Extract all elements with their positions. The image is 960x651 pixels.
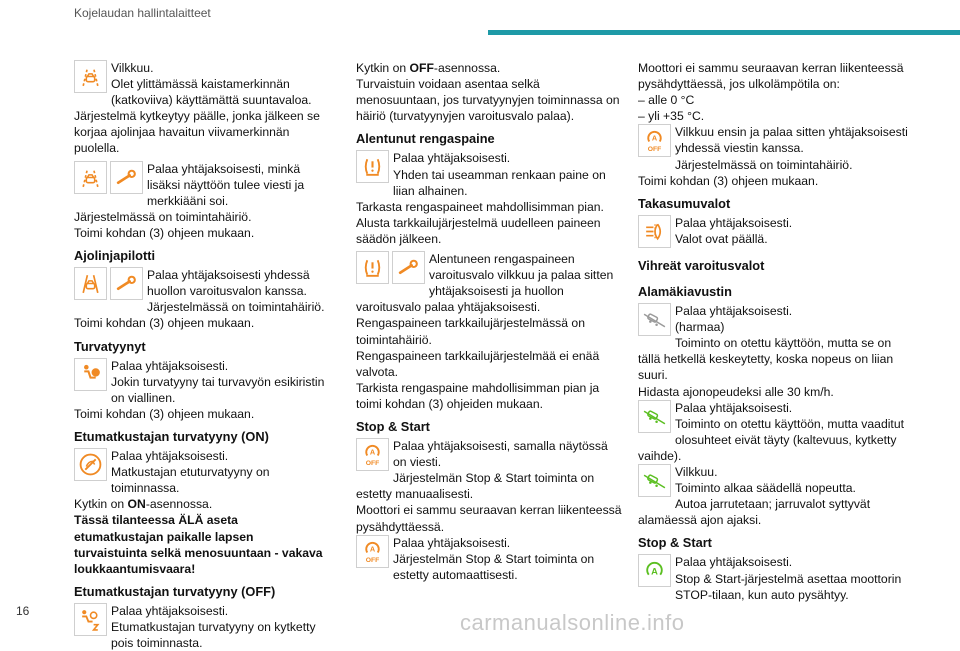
- ss-green-l1: Palaa yhtäjaksoisesti.: [675, 555, 793, 570]
- hill-ready-block: [638, 400, 908, 464]
- turva-heading: Turvatyynyt: [74, 338, 146, 354]
- child-seat-crossed-icon: [74, 448, 107, 481]
- lane-car-icon: [74, 267, 107, 300]
- hill-block: [638, 303, 908, 400]
- svg-text:OFF: OFF: [365, 556, 380, 564]
- svg-text:A: A: [651, 567, 658, 578]
- hill-l4: Hidasta ajonopeudeksi alle 30 km/h.: [638, 384, 834, 399]
- ss-green-l2: Stop & Start-järjestelmä asettaa moottorin STOP-tilaan, kun auto pysähtyy.: [675, 571, 902, 602]
- ajolinja-block: [74, 267, 329, 331]
- lane-fault-l1: Palaa yhtäjaksoisesti, minkä lisäksi näyttöön tulee viesti ja merkkiääni soi.: [147, 161, 305, 208]
- taka-l2: Valot ovat päällä.: [675, 231, 768, 246]
- section-title: Kojelaudan hallintalaitteet: [74, 6, 211, 20]
- ss-fault-l1: Vilkkuu ensin ja palaa sitten yhtäjaksoisesti yhdessä viestin kanssa.: [675, 125, 908, 156]
- hill-ready-l1: Palaa yhtäjaksoisesti.: [675, 400, 793, 415]
- hill-blink-l3: Autoa jarrutetaan; jarruvalot syttyvät alamäessä ajon ajaksi.: [638, 497, 871, 528]
- passenger-airbag-off-icon: [74, 603, 107, 636]
- svg-text:A: A: [369, 447, 376, 457]
- airbag-on-l2: Matkustajan etuturvatyyny on toiminnassa.: [111, 465, 270, 496]
- ss-l3: Moottori ei sammu seuraavan kerran liikenteessä pysähdyttäessä.: [356, 503, 622, 534]
- lane-l3: Järjestelmä kytkeytyy päälle, jonka jälkeen se korjaa ajolinjaa havaitun viivamerkinnän puolella.: [74, 109, 320, 156]
- airbag-on-l1: Palaa yhtäjaksoisesti.: [111, 449, 229, 464]
- lane-fault-block: [74, 161, 329, 241]
- rengas-fault-l2: Rengaspaineen tarkkailujärjestelmässä on toimintahäiriö.: [356, 316, 585, 347]
- page-number: 16: [16, 604, 30, 618]
- turva-l1: Palaa yhtäjaksoisesti.: [111, 358, 229, 373]
- stop-start-auto-block: [356, 535, 622, 583]
- airbag-on-heading: Etumatkustajan turvatyyny (ON): [74, 428, 269, 444]
- ajolinja-l3: Toimi kohdan (3) ohjeen mukaan.: [74, 316, 255, 331]
- rengas-l3: Tarkasta rengaspaineet mahdollisimman pian.: [356, 199, 604, 214]
- turva-l2: Jokin turvatyyny tai turvavyön esikiristin on viallinen.: [111, 374, 325, 405]
- hill-ready-l2: Toiminto on otettu käyttöön, mutta vaaditut olosuhteet eivät täyty (kaltevuus, kytketty vaihde).: [638, 416, 904, 463]
- rengas-l4: Alusta tarkkailujärjestelmä uudelleen paineen säädön jälkeen.: [356, 215, 601, 246]
- column-3: [638, 60, 908, 603]
- c3-intro-l1: Moottori ei sammu seuraavan kerran liikenteessä pysähdyttäessä, jos ulkolämpötila on:: [638, 61, 904, 92]
- wrench-icon: [392, 251, 425, 284]
- rengas-block: [356, 150, 622, 247]
- rear-fog-light-icon: [638, 215, 671, 248]
- lane-departure-icon: [74, 161, 107, 194]
- ss-green-block: [638, 554, 908, 602]
- rengas-l2: Yhden tai useamman renkaan paine on liian alhainen.: [393, 167, 606, 198]
- wrench-icon: [110, 267, 143, 300]
- lane-fault-l2: Järjestelmässä on toimintahäiriö.: [74, 209, 252, 224]
- svg-text:OFF: OFF: [365, 459, 380, 467]
- rengas-fault-l3: Rengaspaineen tarkkailujärjestelmää ei enää valvota.: [356, 348, 600, 379]
- taka-l1: Palaa yhtäjaksoisesti.: [675, 215, 793, 230]
- hill-blink-block: [638, 464, 908, 528]
- airbag-on-block: [74, 448, 329, 577]
- rengas-fault-l4: Tarkista rengaspaine mahdollisimman pian ja toimi kohdan (3) ohjeiden mukaan.: [356, 380, 600, 411]
- ss-l1: Palaa yhtäjaksoisesti, samalla näytössä on viesti.: [393, 439, 608, 470]
- column-1: [74, 60, 329, 651]
- hill-blink-l1: Vilkkuu.: [675, 464, 718, 479]
- airbag-on-warning: Tässä tilanteessa ÄLÄ aseta etumatkustajan paikalle lapsen turvaistuinta selkä menosuuntaan - vakava loukkaantumisvaara!: [74, 513, 323, 576]
- ss-auto-l2: Järjestelmän Stop & Start toiminta on estetty automaattisesti.: [393, 551, 595, 582]
- hill-heading: Alamäkiavustin: [638, 283, 732, 299]
- intro-l1: Kytkin on OFF-asennossa.: [356, 61, 501, 75]
- rengas-fault-l1: Alentuneen rengaspaineen varoitusvalo vilkkuu ja palaa sitten yhtäjaksoisesti ja huollon varoitusvalo palaa yhtäjaksoisesti.: [356, 252, 614, 315]
- ss-green-heading: Stop & Start: [638, 535, 712, 551]
- ajolinja-l1: Palaa yhtäjaksoisesti yhdessä huollon varoitusvalon kanssa.: [147, 268, 310, 299]
- ss-l2: Järjestelmän Stop & Start toiminta on estetty manuaalisesti.: [356, 471, 595, 502]
- lane-l1: Vilkkuu.: [111, 61, 154, 75]
- rengas-fault-block: [356, 251, 622, 412]
- lane-warning-block: [74, 60, 329, 157]
- ss-fault-l3: Toimi kohdan (3) ohjeen mukaan.: [638, 173, 819, 188]
- hill-l2: (harmaa): [675, 320, 725, 335]
- stop-start-off-icon: [638, 124, 671, 157]
- column-2: [356, 60, 622, 583]
- watermark: carmanualsonline.info: [460, 610, 685, 635]
- c3-intro-l3: – yli +35 °C.: [638, 109, 705, 124]
- green-lights-heading: Vihreät varoitusvalot: [638, 257, 765, 273]
- turva-l3: Toimi kohdan (3) ohjeen mukaan.: [74, 406, 255, 421]
- hill-descent-green-icon: [638, 464, 671, 497]
- taka-heading: Takasumuvalot: [638, 195, 731, 211]
- wrench-icon: [110, 161, 143, 194]
- hill-l3: Toiminto on otettu käyttöön, mutta se on tällä hetkellä keskeytetty, koska nopeus on liian suuri.: [638, 336, 894, 383]
- stop-start-block: [356, 438, 622, 535]
- taka-block: [638, 215, 908, 248]
- lane-fault-l3: Toimi kohdan (3) ohjeen mukaan.: [74, 225, 255, 240]
- turva-block: [74, 358, 329, 422]
- intro-l2: Turvaistuin voidaan asentaa selkä menosuuntaan, jos turvatyynyjen toiminnassa on häiriö (turvatyynyjen varoitusvalo palaa).: [356, 77, 620, 124]
- stop-start-off-icon: [356, 438, 389, 471]
- airbag-on-l3: Kytkin on ON-asennossa.: [74, 497, 213, 512]
- ss-fault-l2: Järjestelmässä on toimintahäiriö.: [675, 157, 853, 172]
- ss-fault-block: [638, 124, 908, 188]
- tire-pressure-icon: [356, 251, 389, 284]
- hill-blink-l2: Toiminto alkaa säädellä nopeutta.: [675, 481, 856, 496]
- rengas-l1: Palaa yhtäjaksoisesti.: [393, 151, 511, 166]
- ss-auto-l1: Palaa yhtäjaksoisesti.: [393, 535, 511, 550]
- stop-start-active-icon: [638, 554, 671, 587]
- stop-start-heading: Stop & Start: [356, 418, 430, 434]
- header-accent-bar: [488, 30, 960, 35]
- airbag-off-block: [74, 603, 329, 651]
- airbag-off-heading: Etumatkustajan turvatyyny (OFF): [74, 583, 276, 599]
- ajolinja-l2: Järjestelmässä on toimintahäiriö.: [147, 300, 325, 315]
- stop-start-off-icon: [356, 535, 389, 568]
- hill-descent-grey-icon: [638, 303, 671, 336]
- svg-text:A: A: [369, 544, 376, 554]
- svg-text:A: A: [651, 133, 658, 143]
- rengas-heading: Alentunut rengaspaine: [356, 131, 495, 147]
- ajolinja-heading: Ajolinjapilotti: [74, 248, 156, 264]
- hill-descent-green-icon: [638, 400, 671, 433]
- hill-l1: Palaa yhtäjaksoisesti.: [675, 304, 793, 319]
- airbag-off-l1: Palaa yhtäjaksoisesti.: [111, 603, 229, 618]
- lane-l2: Olet ylittämässä kaistamerkinnän (katkoviiva) käyttämättä suuntavaloa.: [111, 77, 312, 108]
- c3-intro-l2: – alle 0 °C: [638, 93, 695, 108]
- airbag-off-l2: Etumatkustajan turvatyyny on kytketty pois toiminnasta.: [111, 620, 316, 651]
- svg-text:OFF: OFF: [647, 146, 662, 154]
- tire-pressure-icon: [356, 150, 389, 183]
- lane-departure-icon: [74, 60, 107, 93]
- airbag-icon: [74, 358, 107, 391]
